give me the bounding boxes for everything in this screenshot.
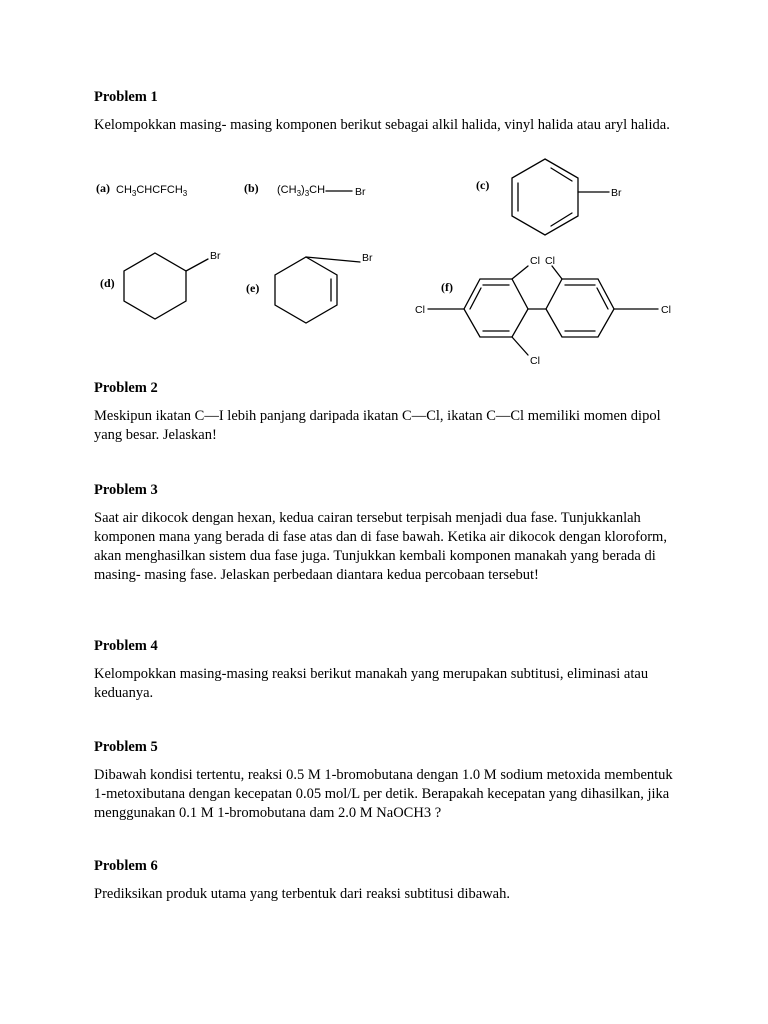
label-e: (e)	[246, 281, 260, 295]
problem-6-text: Prediksikan produk utama yang terbentuk dari reaksi subtitusi dibawah.	[94, 886, 510, 902]
problem-3-text: Saat air dikocok dengan hexan, kedua cairan tersebut terpisah menjadi dua fase. Tunjukkanlah komponen mana yang berada di fase atas dan di fase bawah. Ketika air dikocok dengan kloroform, akan menghasilkan sistem dua fase juga. Tunjukkan kembali komponen manakah yang berada di masing- masing fase. Jelaskan perbedaan diantara kedua percobaan tersebut!	[94, 510, 667, 583]
problem-5-text: Dibawah kondisi tertentu, reaksi 0.5 M 1-bromobutana dengan 1.0 M sodium metoxida membentuk 1-metoxibutana dengan kecepatan 0.05 mol/L per detik. Berapakah kecepatan yang dihasilkan, jika menggunakan 0.1 M 1-bromobutana dam 2.0 M NaOCH3 ?	[94, 767, 673, 821]
f-cl-label-5: Cl	[530, 355, 540, 367]
problem-4-title: Problem 4	[94, 638, 158, 654]
label-c: (c)	[476, 178, 490, 192]
formula-a: $CH_3CHCFCH_3$	[116, 184, 188, 199]
problem-1-title: Problem 1	[94, 89, 158, 105]
problem-2-title: Problem 2	[94, 380, 158, 396]
e-br-label: Br	[362, 252, 373, 264]
e-ring	[275, 257, 337, 323]
label-a: (a)	[96, 181, 110, 195]
d-br-label: Br	[210, 250, 221, 262]
f-right-ring	[546, 279, 614, 337]
f-cl-label-3: Cl	[415, 304, 425, 316]
problem-3-title: Problem 3	[94, 482, 158, 498]
label-f: (f)	[441, 280, 453, 294]
d-ring	[124, 253, 186, 319]
problem-6-title: Problem 6	[94, 858, 158, 874]
b-br-label: Br	[355, 186, 366, 198]
f-cl-label-2: Cl	[545, 255, 555, 267]
d-br-bond	[186, 259, 208, 271]
problem-5-title: Problem 5	[94, 739, 158, 755]
f-cl-label-4: Cl	[661, 304, 671, 316]
c-ring	[512, 159, 578, 235]
label-d: (d)	[100, 276, 115, 290]
problem-1-text: Kelompokkan masing- masing komponen berikut sebagai alkil halida, vinyl halida atau aryl halida.	[94, 117, 670, 133]
c-br-label: Br	[611, 187, 622, 199]
problem-2-text: Meskipun ikatan C—I lebih panjang daripada ikatan C—Cl, ikatan C—Cl memiliki momen dipol yang besar. Jelaskan!	[94, 408, 661, 443]
problem-4-text: Kelompokkan masing-masing reaksi berikut manakah yang merupakan subtitusi, eliminasi atau keduanya.	[94, 666, 649, 701]
formula-b: $(CH_3)_3CH$	[277, 184, 326, 199]
f-left-ring	[464, 279, 528, 337]
f-cl-label-1: Cl	[530, 255, 540, 267]
label-b: (b)	[244, 181, 259, 195]
